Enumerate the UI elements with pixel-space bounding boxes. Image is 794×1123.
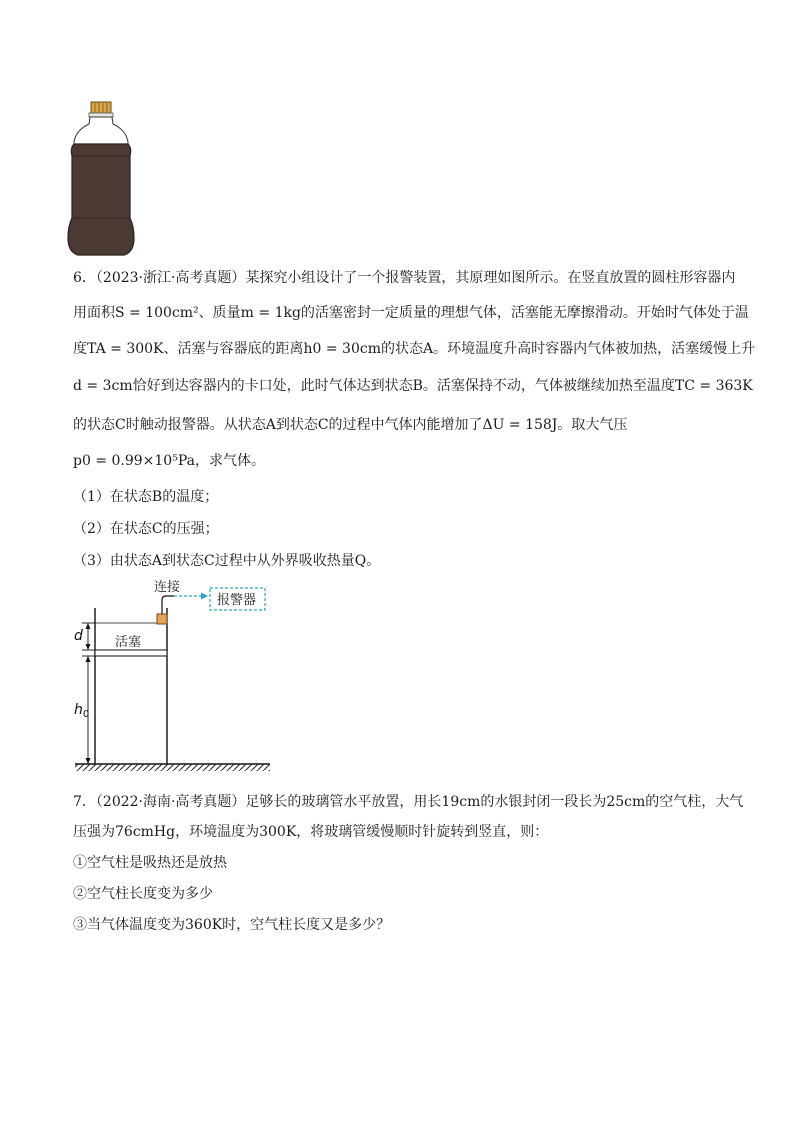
bottle-cap [91, 102, 111, 113]
q6-line5: 的状态C时触动报警器。从状态A到状态C的过程中气体内能增加了ΔU = 158J。取大气压 [73, 417, 628, 433]
connect-label: 连接 [154, 580, 181, 595]
q6-line1: 6．（2023·浙江·高考真题）某探究小组设计了一个报警装置，其原理如图所示。在竖直放置的圆柱形容器内 [73, 270, 736, 286]
q7-line2: 压强为76cmHg，环境温度为300K，将玻璃管缓慢顺时针旋转到竖直，则： [73, 824, 549, 840]
alarm-apparatus-diagram [60, 578, 290, 776]
ground-hatch [75, 764, 270, 771]
q6-sub1: （1）在状态B的温度； [73, 489, 219, 505]
q6-sub2: （2）在状态C的压强； [73, 521, 219, 537]
q6-line3: 度TA = 300K、活塞与容器底的距离h0 = 30cm的状态A。环境温度升高时容器内气体被加热，活塞缓慢上升 [73, 341, 756, 357]
piston [95, 650, 167, 656]
contact-block [157, 614, 167, 624]
q6-line4: d = 3cm恰好到达容器内的卡口处，此时气体达到状态B。活塞保持不动，气体被继续加热至温度TC = 363K [73, 378, 753, 394]
q6-sub3: （3）由状态A到状态C过程中从外界吸收热量Q。 [73, 553, 381, 569]
q6-line6: p0 = 0.99×10⁵Pa，求气体。 [73, 453, 265, 469]
bottle-neck [74, 117, 128, 146]
bottle-illustration [66, 100, 136, 260]
piston-label: 活塞 [115, 635, 142, 650]
q7-sub2: ②空气柱长度变为多少 [73, 886, 213, 902]
h0-label: $h_0$ [74, 702, 90, 720]
bottle-body [68, 144, 134, 255]
q6-line2: 用面积S = 100cm²、质量m = 1kg的活塞密封一定质量的理想气体，活塞能无摩擦滑动。开始时气体处于温 [73, 305, 749, 321]
q7-sub1: ①空气柱是吸热还是放热 [73, 855, 227, 871]
alarm-label: 报警器 [217, 593, 257, 608]
d-label: d [74, 628, 83, 644]
q7-sub3: ③当气体温度变为360K时，空气柱长度又是多少？ [73, 917, 391, 933]
q7-line1: 7．（2022·海南·高考真题）足够长的玻璃管水平放置，用长19cm的水银封闭一段长为25cm的空气柱，大气 [73, 794, 744, 810]
